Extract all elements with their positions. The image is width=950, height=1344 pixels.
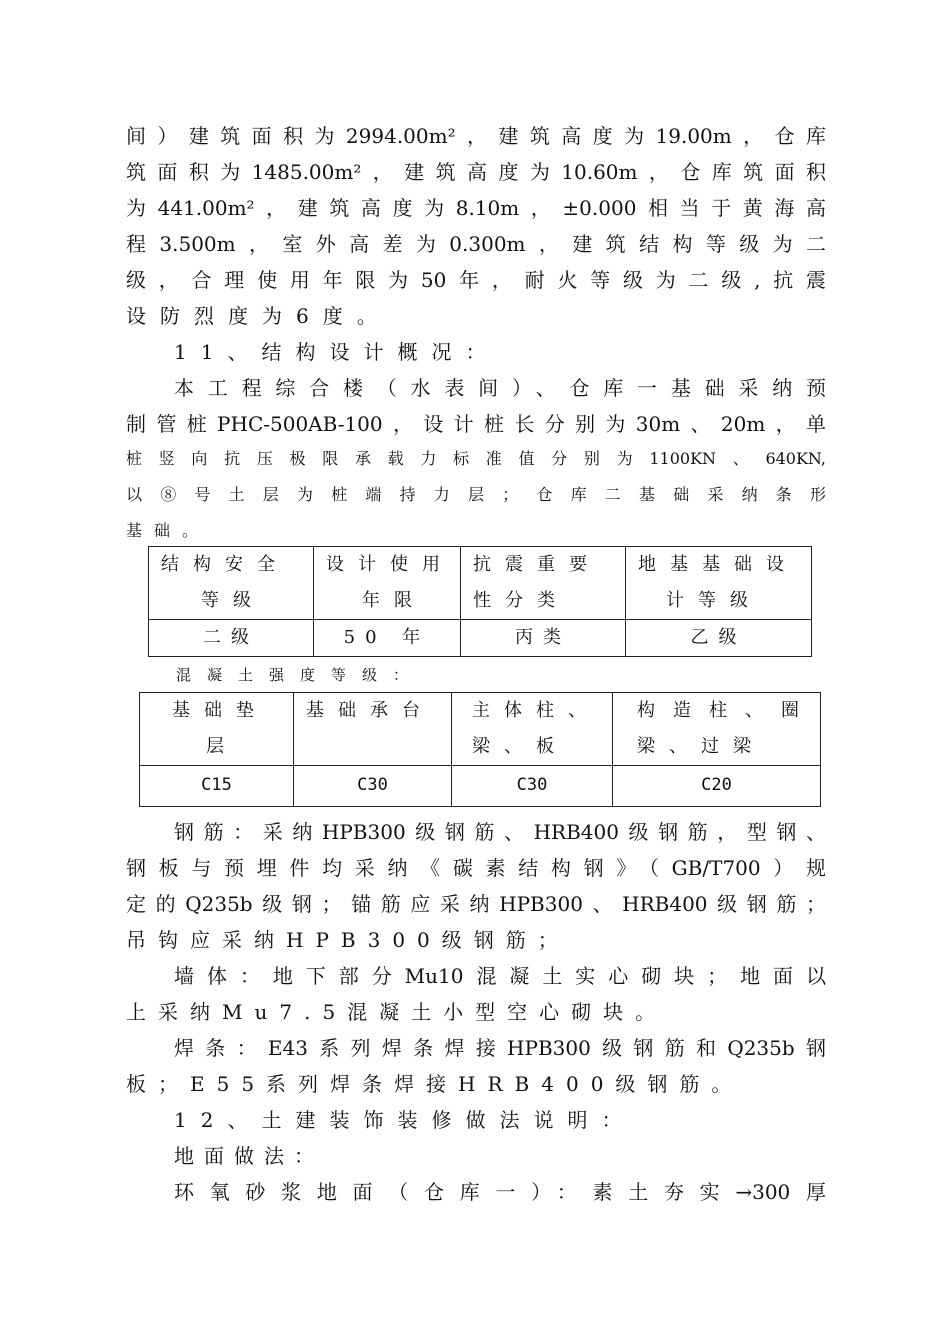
structure-table xyxy=(148,546,812,657)
cell-text: 性分类 xyxy=(473,590,569,611)
para1-line-4: 程3.500m，室外高差为0.300m，建筑结构等级为二 xyxy=(126,232,826,256)
table-cell xyxy=(613,693,821,766)
table-cell xyxy=(149,547,314,620)
cell-text: 构造柱、圈 xyxy=(637,700,817,721)
floor-method-label: 地面做法： xyxy=(174,1144,324,1168)
cell-text: 结构安全 xyxy=(161,554,289,575)
table-row xyxy=(140,766,821,807)
cell-text: 层 xyxy=(206,736,238,757)
table-cell xyxy=(294,693,452,766)
table-cell: C15 xyxy=(140,766,294,807)
section12-title: 12、土建装饰装修做法说明： xyxy=(174,1108,636,1132)
cell-text: 年限 xyxy=(362,590,426,611)
table-cell: 50 年 xyxy=(314,620,461,657)
para1-line-1: 间）建筑面积为2994.00m²，建筑高度为19.00m，仓库 xyxy=(126,124,826,148)
table-cell xyxy=(314,547,461,620)
cell-text: 抗震重要 xyxy=(473,554,601,575)
wall-line-2: 上采纳Mu7.5混凝土小型空心砌块。 xyxy=(126,1000,668,1024)
table-cell xyxy=(626,547,812,620)
cell-text: 计等级 xyxy=(666,590,762,611)
weld-line-2: 板；E55系列焊条焊接HRB400级钢筋。 xyxy=(126,1072,744,1096)
table-cell xyxy=(452,693,613,766)
section11-line-2: 制管桩PHC-500AB-100，设计桩长分别为30m、20m，单 xyxy=(126,412,826,436)
rebar-line-4: 吊钩应采纳HPB300级钢筋； xyxy=(126,928,570,952)
para1-line-6: 设防烈度为6度。 xyxy=(126,304,391,328)
section11-line-5: 基础。 xyxy=(126,521,211,540)
section11-line-4: 以⑧号土层为桩端持力层；仓库二基础采纳条形 xyxy=(126,485,826,504)
para1-line-3: 为441.00m²，建筑高度为8.10m，±0.000相当于黄海高 xyxy=(126,196,826,220)
para1-line-2: 筑面积为1485.00m²，建筑高度为10.60m，仓库筑面积 xyxy=(126,160,826,184)
cell-text: 基础承台 xyxy=(306,700,434,721)
table-cell xyxy=(140,693,294,766)
cell-text: 梁、过梁 xyxy=(637,736,765,757)
table-row xyxy=(149,620,812,657)
cell-text: 主体柱、 xyxy=(472,700,600,721)
wall-line-1: 墙体：地下部分Mu10混凝土实心砌块；地面以 xyxy=(174,964,826,988)
section11-title: 11、结构设计概况： xyxy=(174,340,500,364)
table-row xyxy=(149,547,812,620)
section11-line-3: 桩竖向抗压极限承载力标准值分别为1100KN、640KN, xyxy=(126,449,826,468)
cell-text: 等级 xyxy=(201,590,265,611)
table-cell: C30 xyxy=(294,766,452,807)
cell-text: 设计使用 xyxy=(326,554,454,575)
table-cell: 二级 xyxy=(149,620,314,657)
rebar-line-2: 钢板与预埋件均采纳《碳素结构钢》（GB/T700）规 xyxy=(126,856,826,880)
table-cell: 丙类 xyxy=(461,620,626,657)
cell-text: 梁、板 xyxy=(472,736,568,757)
concrete-label: 混凝土强度等级： xyxy=(176,666,425,684)
table-cell: 乙级 xyxy=(626,620,812,657)
table-row xyxy=(140,693,821,766)
para1-line-5: 级，合理使用年限为50年，耐火等级为二级,抗震 xyxy=(126,268,826,292)
rebar-line-1: 钢筋：采纳HPB300级钢筋、HRB400级钢筋，型钢、 xyxy=(174,820,826,844)
cell-text: 基础垫 xyxy=(172,700,268,721)
table-cell: C30 xyxy=(452,766,613,807)
rebar-line-3: 定的Q235b级钢；锚筋应采纳HPB300、HRB400级钢筋； xyxy=(126,892,826,916)
section11-line-1: 本工程综合楼（水表间）、仓库一基础采纳预 xyxy=(174,376,826,400)
table-cell xyxy=(461,547,626,620)
table-cell: C20 xyxy=(613,766,821,807)
concrete-table xyxy=(139,692,821,807)
epoxy-floor-line: 环氧砂浆地面（仓库一）：素土夯实→300厚 xyxy=(174,1180,826,1204)
weld-line-1: 焊条：E43系列焊条焊接HPB300级钢筋和Q235b钢 xyxy=(174,1036,826,1060)
cell-text: 地基基础设 xyxy=(638,554,798,575)
